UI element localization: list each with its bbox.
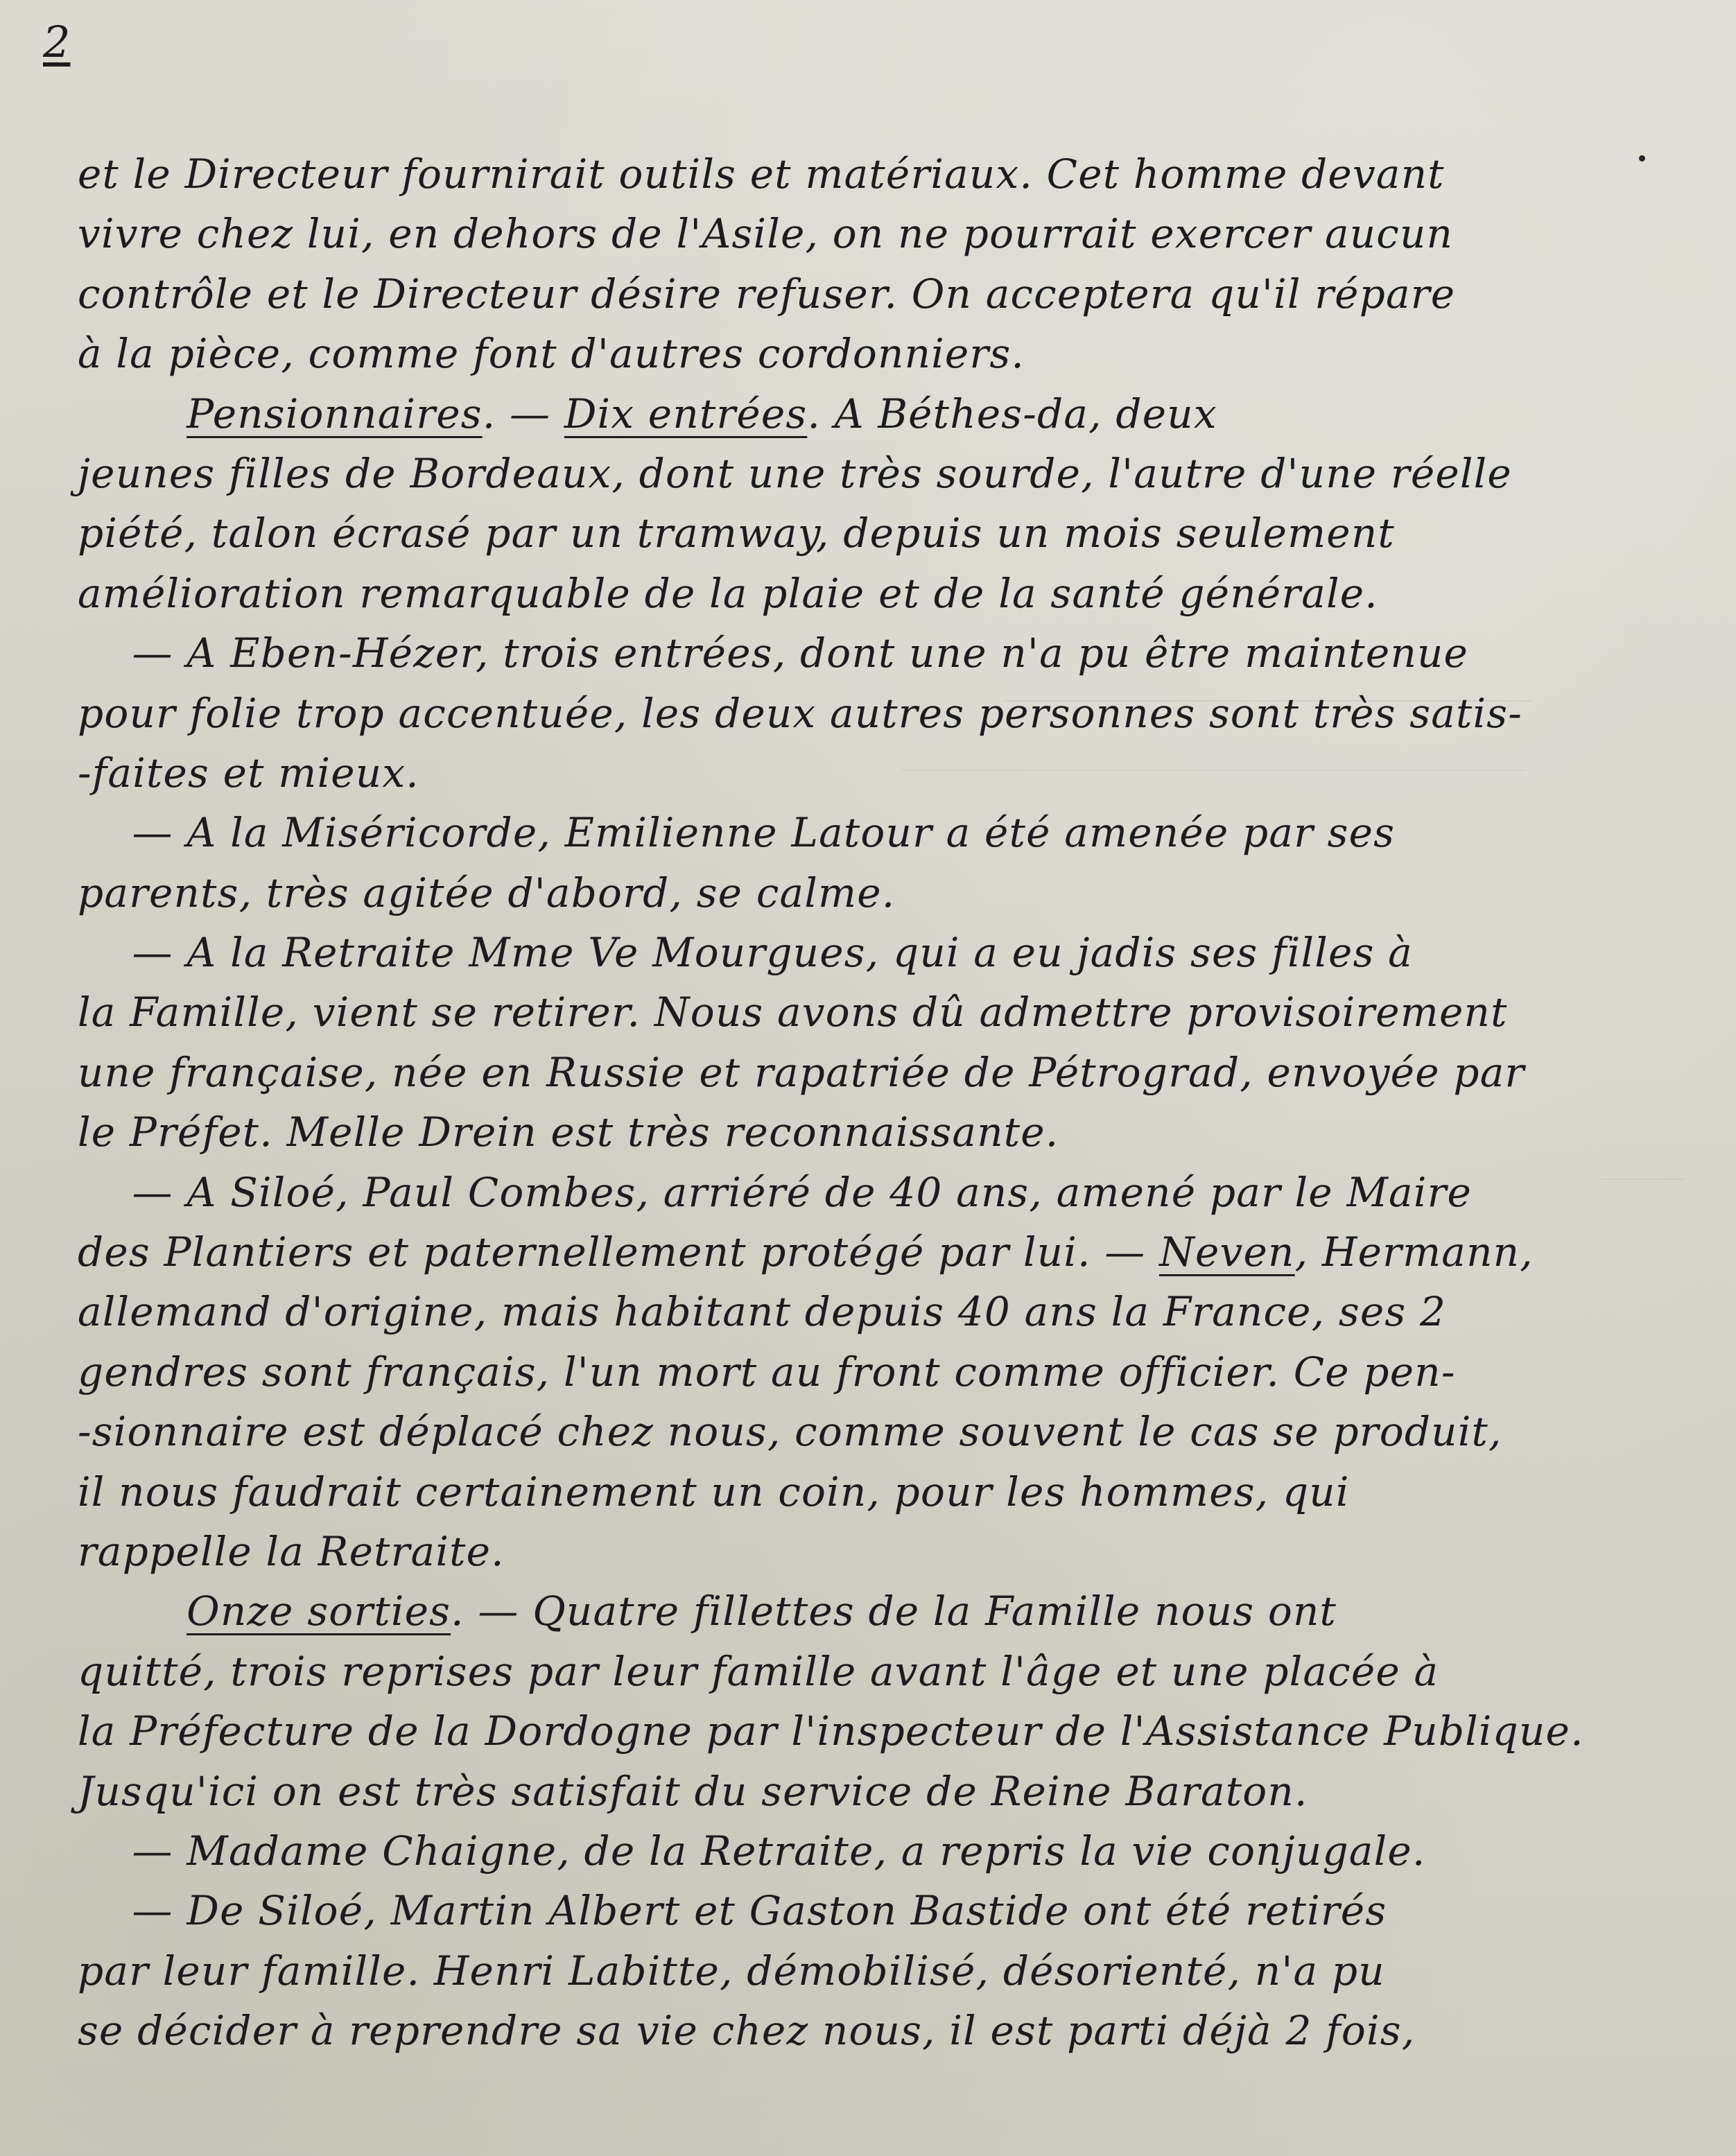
text-segment: à la pièce, comme font d'autres cordonniers. bbox=[78, 330, 1025, 378]
text-line bbox=[78, 1102, 1568, 1162]
text-line bbox=[78, 1282, 1568, 1341]
text-segment: , Hermann, bbox=[1294, 1228, 1534, 1276]
text-segment: — A Siloé, Paul Combes, arriéré de 40 ans, amené par le Maire bbox=[78, 1168, 1473, 1216]
underlined-heading: Neven bbox=[1159, 1228, 1295, 1276]
bleed-through-mark bbox=[1602, 1179, 1685, 1180]
text-line bbox=[78, 923, 1568, 982]
text-line bbox=[78, 743, 1568, 803]
text-segment: . — bbox=[482, 390, 564, 437]
text-line bbox=[78, 1941, 1568, 2001]
text-segment: . A Béthes-da, deux bbox=[807, 390, 1217, 437]
text-segment: vivre chez lui, en dehors de l'Asile, on ne pourrait exercer aucun bbox=[78, 210, 1454, 258]
text-segment: contrôle et le Directeur désire refuser. On acceptera qu'il répare bbox=[78, 270, 1456, 318]
text-segment: jeunes filles de Bordeaux, dont une très sourde, l'autre d'une réelle bbox=[78, 449, 1512, 497]
text-segment bbox=[78, 1588, 186, 1635]
text-line bbox=[78, 264, 1568, 324]
text-line bbox=[78, 1043, 1568, 1102]
text-segment: — A la Retraite Mme Ve Mourgues, qui a eu jadis ses filles à bbox=[78, 929, 1413, 977]
text-line bbox=[78, 204, 1568, 263]
text-line bbox=[78, 1522, 1568, 1581]
text-segment: gendres sont français, l'un mort au front comme officier. Ce pen- bbox=[78, 1348, 1456, 1396]
text-segment: — Madame Chaigne, de la Retraite, a repris la vie conjugale. bbox=[78, 1827, 1426, 1875]
text-line bbox=[78, 982, 1568, 1042]
text-line bbox=[78, 1821, 1568, 1881]
text-line bbox=[78, 1581, 1568, 1641]
ink-spot bbox=[1639, 155, 1645, 162]
text-line bbox=[78, 1163, 1568, 1222]
text-segment: une française, née en Russie et rapatriée de Pétrograd, envoyée par bbox=[78, 1048, 1525, 1096]
text-segment: il nous faudrait certainement un coin, pour les hommes, qui bbox=[78, 1468, 1350, 1515]
underlined-heading: Pensionnaires bbox=[186, 390, 483, 437]
text-segment: — A la Miséricorde, Emilienne Latour a été amenée par ses bbox=[78, 809, 1396, 857]
handwritten-body bbox=[78, 144, 1584, 2061]
text-segment: -faites et mieux. bbox=[78, 749, 419, 797]
text-line bbox=[78, 444, 1568, 503]
text-line bbox=[78, 1881, 1568, 1940]
text-segment: allemand d'origine, mais habitant depuis 40 ans la France, ses 2 bbox=[78, 1288, 1447, 1336]
text-line bbox=[78, 564, 1568, 623]
text-segment: la Préfecture de la Dordogne par l'inspecteur de l'Assistance Publique. bbox=[78, 1707, 1584, 1755]
text-segment: par leur famille. Henri Labitte, démobilisé, désorienté, n'a pu bbox=[78, 1947, 1385, 1994]
text-segment: parents, très agitée d'abord, se calme. bbox=[78, 869, 896, 916]
text-line bbox=[78, 2001, 1568, 2060]
text-segment: -sionnaire est déplacé chez nous, comme souvent le cas se produit, bbox=[78, 1408, 1502, 1456]
text-line bbox=[78, 324, 1568, 383]
text-segment: . — Quatre fillettes de la Famille nous ont bbox=[451, 1588, 1337, 1635]
text-segment bbox=[78, 390, 186, 437]
text-line bbox=[78, 1222, 1568, 1282]
text-segment: quitté, trois reprises par leur famille avant l'âge et une placée à bbox=[78, 1647, 1439, 1695]
text-segment: et le Directeur fournirait outils et matériaux. Cet homme devant bbox=[78, 150, 1445, 198]
text-segment: piété, talon écrasé par un tramway, depuis un mois seulement bbox=[78, 510, 1395, 557]
text-line bbox=[78, 684, 1568, 743]
text-line bbox=[78, 863, 1568, 923]
text-segment: la Famille, vient se retirer. Nous avons dû admettre provisoirement bbox=[78, 989, 1508, 1036]
text-segment: amélioration remarquable de la plaie et de la santé générale. bbox=[78, 569, 1378, 617]
text-segment: se décider à reprendre sa vie chez nous, il est parti déjà 2 fois, bbox=[78, 2007, 1416, 2055]
text-segment: — A Eben-Hézer, trois entrées, dont une n'a pu être maintenue bbox=[78, 629, 1469, 677]
text-segment: — De Siloé, Martin Albert et Gaston Bastide ont été retirés bbox=[78, 1887, 1387, 1935]
text-segment: rappelle la Retraite. bbox=[78, 1527, 505, 1575]
text-line bbox=[78, 1342, 1568, 1402]
text-segment: Jusqu'ici on est très satisfait du service de Reine Baraton. bbox=[78, 1767, 1308, 1815]
text-segment: pour folie trop accentuée, les deux autres personnes sont très satis- bbox=[78, 689, 1523, 737]
underlined-heading: Dix entrées bbox=[564, 390, 808, 437]
text-segment: le Préfet. Melle Drein est très reconnaissante. bbox=[78, 1109, 1059, 1156]
text-line bbox=[78, 384, 1568, 444]
text-line bbox=[78, 1762, 1568, 1821]
page-number: 2 bbox=[43, 17, 71, 67]
text-line bbox=[78, 503, 1568, 563]
text-line bbox=[78, 1642, 1568, 1701]
underlined-heading: Onze sorties bbox=[186, 1588, 451, 1635]
text-line bbox=[78, 623, 1568, 683]
text-segment: des Plantiers et paternellement protégé par lui. — bbox=[78, 1228, 1160, 1276]
text-line bbox=[78, 144, 1568, 204]
text-line bbox=[78, 1462, 1568, 1522]
text-line bbox=[78, 1701, 1584, 1761]
text-line bbox=[78, 803, 1568, 862]
text-line bbox=[78, 1402, 1568, 1461]
